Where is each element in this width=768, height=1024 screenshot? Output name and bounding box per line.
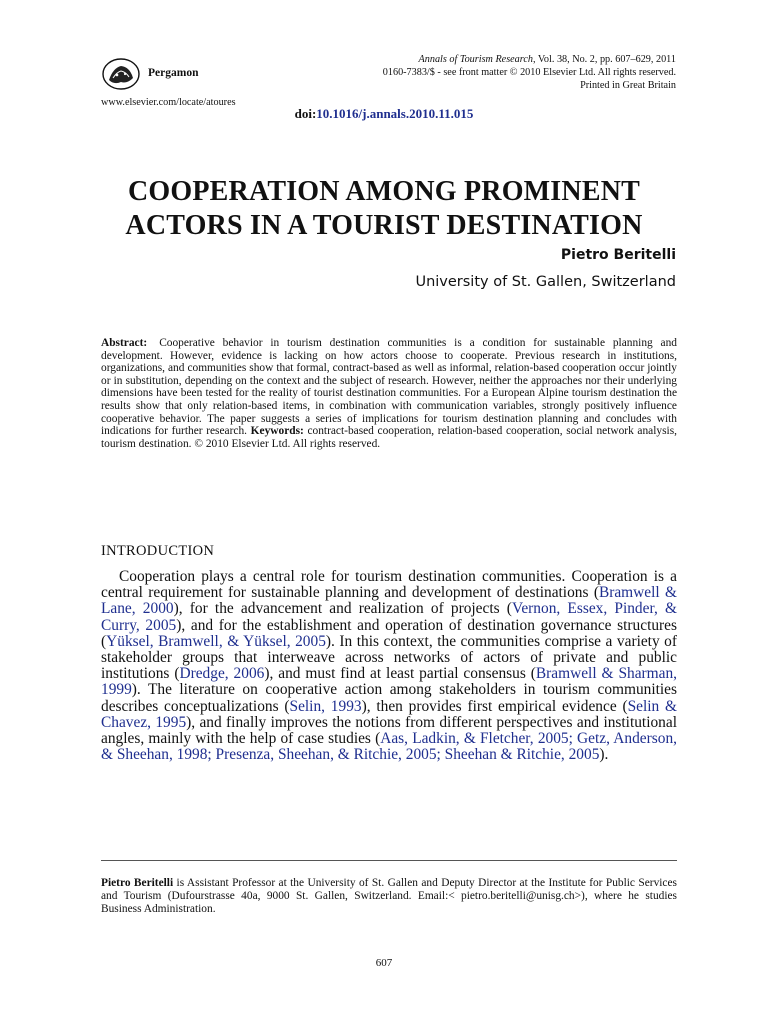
abstract-label: Abstract: — [101, 337, 148, 349]
publisher-name: Pergamon — [148, 67, 199, 79]
paragraph-text: ), and for the establishment and operation of destination governance structures ( — [101, 616, 677, 650]
footnote-text: is Assistant Professor at the University of St. Gallen and Deputy Director at the Institute for Public Services and Tourism (Dufourstrasse 40a, 9000 St. Gallen, Switzerland. Email:< pietro.beritelli@unisg.ch>), where he studies Business Administration. — [101, 877, 677, 915]
keywords-label: Keywords: — [250, 425, 304, 438]
journal-citation — [296, 53, 676, 92]
page-number: 607 — [375, 957, 393, 969]
abstract-text: Cooperative behavior in tourism destination communities is a condition for sustainable planning and development. However, evidence is lacking on how actors choose to cooperate. Previous research in institutions, organizations, and communities show that formal, contract-based as well as informal, relation-based cooperation occur jointly or in substitution, depending on the context and the subject of research. However, neither the approaches nor their underlying dimensions have been tested for the reality of tourist destination communities. For a European Alpine tourism destination the results show that only relation-based items, in combination with communication variables, strongly positively influence cooperative behavior. The paper suggests a series of implications for tourism destination planning and concludes with indications for further research. — [101, 337, 677, 438]
citation-link[interactable]: Yüksel, Bramwell, & Yüksel, 2005 — [106, 632, 326, 650]
introduction-paragraph — [101, 569, 677, 763]
paragraph-text: Cooperation plays a central role for tourism destination communities. Cooperation is a central requirement for sustainable planning and development of destinations ( — [101, 568, 677, 602]
citation-link[interactable]: Dredge, 2006 — [179, 665, 265, 683]
title-line-2: ACTORS IN A TOURIST DESTINATION — [125, 210, 643, 241]
journal-name: Annals of Tourism Research — [418, 54, 533, 65]
paragraph-text: ), for the advancement and realization of projects ( — [173, 600, 512, 618]
citation-link[interactable]: Aas, Ladkin, & Fletcher, 2005; Getz, Anderson, & Sheehan, 1998; Presenza, Sheehan, & Ritchie, 2005; Sheehan & Ritchie, 2005 — [101, 730, 677, 764]
copyright-line: 0160-7383/$ - see front matter © 2010 Elsevier Ltd. All rights reserved. — [382, 67, 676, 78]
paragraph-text: ). — [599, 746, 609, 764]
footnote-divider — [101, 860, 677, 861]
article-title — [80, 175, 688, 243]
section-heading-introduction: INTRODUCTION — [101, 543, 215, 559]
paragraph-text: ), and must find at least partial consensus ( — [264, 665, 536, 683]
paragraph-text: ), then provides first empirical evidence ( — [361, 697, 628, 715]
citation-link[interactable]: Bramwell & Lane, 2000 — [101, 584, 677, 618]
paragraph-text: ). The literature on cooperative action among stakeholders in tourism communities describes conceptualizations ( — [101, 681, 677, 715]
elsevier-tree-logo-icon — [101, 58, 141, 90]
citation-link[interactable]: Selin & Chavez, 1995 — [101, 697, 677, 731]
keywords-text: contract-based cooperation, relation-based cooperation, social network analysis, tourism destination. © 2010 Elsevier Ltd. All rights reserved. — [101, 425, 677, 450]
citation-link[interactable]: Bramwell & Sharman, 1999 — [101, 665, 677, 699]
footnote-author-name: Pietro Beritelli — [101, 877, 174, 889]
citation-link[interactable]: Vernon, Essex, Pinder, & Curry, 2005 — [101, 600, 677, 634]
abstract — [101, 337, 677, 450]
author-footnote — [101, 877, 677, 916]
author-affiliation: University of St. Gallen, Switzerland — [415, 274, 676, 290]
doi-prefix: doi: — [294, 106, 317, 121]
paragraph-text: ). In this context, the communities comprise a variety of stakeholder groups that interweave across networks of actors of private and public institutions ( — [101, 632, 677, 683]
citation-link[interactable]: Selin, 1993 — [289, 697, 362, 715]
doi-link[interactable]: 10.1016/j.annals.2010.11.015 — [316, 106, 474, 121]
paragraph-text: ), and finally improves the notions from different perspectives and institutional angles, mainly with the help of case studies ( — [101, 713, 677, 748]
printed-line: Printed in Great Britain — [580, 80, 676, 91]
journal-url[interactable]: www.elsevier.com/locate/atoures — [101, 97, 236, 108]
doi — [0, 106, 768, 122]
journal-issue: , Vol. 38, No. 2, pp. 607–629, 2011 — [532, 54, 676, 65]
title-line-1: COOPERATION AMONG PROMINENT — [128, 176, 640, 207]
author-name: Pietro Beritelli — [560, 247, 676, 263]
